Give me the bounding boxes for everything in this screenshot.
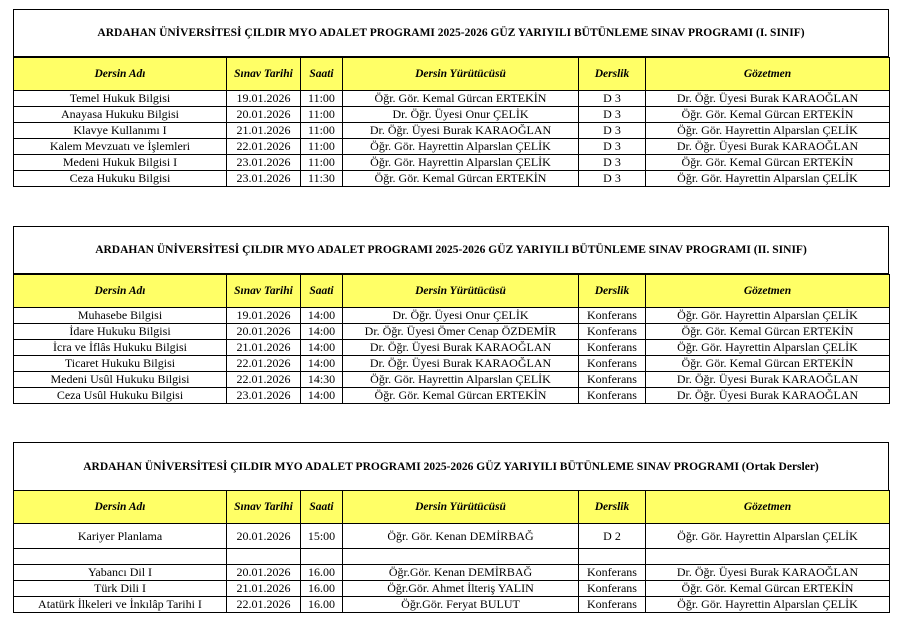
table-cell: Öğr. Gör. Kemal Gürcan ERTEKİN (646, 107, 890, 123)
table-cell: Öğr.Gör. Kenan DEMİRBAĞ (343, 565, 579, 581)
table-cell: 11:00 (301, 139, 343, 155)
table-cell: 14:00 (301, 324, 343, 340)
table-cell: Konferans (579, 581, 646, 597)
table-cell: 23.01.2026 (227, 171, 301, 187)
table-header-row (14, 58, 890, 91)
column-header: Sınav Tarihi (227, 275, 301, 308)
table-cell: 23.01.2026 (227, 388, 301, 404)
table-cell: Ceza Hukuku Bilgisi (14, 171, 227, 187)
table-cell: 20.01.2026 (227, 324, 301, 340)
section-title: ARDAHAN ÜNİVERSİTESİ ÇILDIR MYO ADALET PROGRAMI 2025-2026 GÜZ YARIYILI BÜTÜNLEME SINAV PROGRAMI (I. SINIF) (13, 9, 889, 57)
schedule-table (13, 57, 890, 187)
table-cell: 22.01.2026 (227, 356, 301, 372)
table-cell: Yabancı Dil I (14, 565, 227, 581)
table-cell: 21.01.2026 (227, 581, 301, 597)
table-cell: Öğr. Gör. Hayrettin Alparslan ÇELİK (646, 308, 890, 324)
table-cell: Klavye Kullanımı I (14, 123, 227, 139)
column-header: Saati (301, 275, 343, 308)
table-row (14, 171, 890, 187)
table-cell: 21.01.2026 (227, 340, 301, 356)
table-cell: 11:00 (301, 107, 343, 123)
table-cell: Ceza Usûl Hukuku Bilgisi (14, 388, 227, 404)
table-cell: Öğr. Gör. Kemal Gürcan ERTEKİN (343, 171, 579, 187)
column-header: Saati (301, 491, 343, 524)
table-cell: 11:00 (301, 155, 343, 171)
table-cell: İcra ve İflâs Hukuku Bilgisi (14, 340, 227, 356)
table-cell: 22.01.2026 (227, 139, 301, 155)
section-title: ARDAHAN ÜNİVERSİTESİ ÇILDIR MYO ADALET PROGRAMI 2025-2026 GÜZ YARIYILI BÜTÜNLEME SINAV PROGRAMI (II. SINIF) (13, 226, 889, 274)
table-cell: 20.01.2026 (227, 565, 301, 581)
table-cell: Öğr. Gör. Hayrettin Alparslan ÇELİK (646, 524, 890, 549)
table-cell: 14:00 (301, 340, 343, 356)
table-cell: Öğr. Gör. Kemal Gürcan ERTEKİN (343, 91, 579, 107)
table-cell: Öğr. Gör. Hayrettin Alparslan ÇELİK (343, 372, 579, 388)
table-header-row (14, 275, 890, 308)
table-cell: 20.01.2026 (227, 524, 301, 549)
table-cell: Öğr. Gör. Kemal Gürcan ERTEKİN (646, 356, 890, 372)
table-cell: Öğr. Gör. Kenan DEMİRBAĞ (343, 524, 579, 549)
table-body (14, 491, 890, 613)
table-cell: Dr. Öğr. Üyesi Ömer Cenap ÖZDEMİR (343, 324, 579, 340)
table-row (14, 308, 890, 324)
table-body (14, 58, 890, 187)
table-cell: Dr. Öğr. Üyesi Burak KARAOĞLAN (646, 372, 890, 388)
table-cell: İdare Hukuku Bilgisi (14, 324, 227, 340)
table-cell: Dr. Öğr. Üyesi Burak KARAOĞLAN (646, 139, 890, 155)
table-cell (579, 549, 646, 565)
table-cell (646, 549, 890, 565)
table-cell (14, 549, 227, 565)
table-cell: 23.01.2026 (227, 155, 301, 171)
table-cell: D 3 (579, 171, 646, 187)
table-row (14, 340, 890, 356)
table-cell: D 3 (579, 139, 646, 155)
table-row (14, 139, 890, 155)
table-cell: 22.01.2026 (227, 372, 301, 388)
column-header: Derslik (579, 275, 646, 308)
table-cell: D 3 (579, 107, 646, 123)
table-cell: Öğr. Gör. Hayrettin Alparslan ÇELİK (646, 123, 890, 139)
table-row (14, 155, 890, 171)
table-cell: Öğr. Gör. Kemal Gürcan ERTEKİN (646, 581, 890, 597)
table-cell (301, 549, 343, 565)
table-cell: Dr. Öğr. Üyesi Burak KARAOĞLAN (646, 565, 890, 581)
table-row (14, 524, 890, 549)
table-cell: Öğr. Gör. Hayrettin Alparslan ÇELİK (343, 139, 579, 155)
table-cell: Dr. Öğr. Üyesi Burak KARAOĞLAN (646, 388, 890, 404)
table-row (14, 388, 890, 404)
column-header: Sınav Tarihi (227, 491, 301, 524)
table-cell: Konferans (579, 372, 646, 388)
table-cell: 16.00 (301, 581, 343, 597)
column-header: Gözetmen (646, 275, 890, 308)
table-cell: Öğr. Gör. Hayrettin Alparslan ÇELİK (646, 597, 890, 613)
column-header: Dersin Adı (14, 491, 227, 524)
table-row (14, 324, 890, 340)
table-cell (343, 549, 579, 565)
column-header: Dersin Yürütücüsü (343, 275, 579, 308)
table-cell: Öğr. Gör. Kemal Gürcan ERTEKİN (646, 155, 890, 171)
table-cell: 14:00 (301, 356, 343, 372)
section-title: ARDAHAN ÜNİVERSİTESİ ÇILDIR MYO ADALET PROGRAMI 2025-2026 GÜZ YARIYILI BÜTÜNLEME SINAV PROGRAMI (Ortak Dersler) (13, 442, 889, 492)
table-cell: Kalem Mevzuatı ve İşlemleri (14, 139, 227, 155)
table-cell: 11:00 (301, 123, 343, 139)
table-row-empty (14, 549, 890, 565)
table-cell: Medeni Hukuk Bilgisi I (14, 155, 227, 171)
table-cell: 20.01.2026 (227, 107, 301, 123)
table-cell: Ticaret Hukuku Bilgisi (14, 356, 227, 372)
table-cell: Temel Hukuk Bilgisi (14, 91, 227, 107)
table-cell: Dr. Öğr. Üyesi Onur ÇELİK (343, 308, 579, 324)
table-cell: Konferans (579, 388, 646, 404)
table-cell: Konferans (579, 597, 646, 613)
column-header: Derslik (579, 58, 646, 91)
table-cell: 19.01.2026 (227, 308, 301, 324)
column-header: Gözetmen (646, 491, 890, 524)
table-cell: Dr. Öğr. Üyesi Burak KARAOĞLAN (343, 123, 579, 139)
table-body (14, 275, 890, 404)
table-cell: Öğr. Gör. Hayrettin Alparslan ÇELİK (646, 171, 890, 187)
table-cell: Konferans (579, 340, 646, 356)
table-row (14, 356, 890, 372)
table-cell: Dr. Öğr. Üyesi Burak KARAOĞLAN (343, 340, 579, 356)
table-cell: Atatürk İlkeleri ve İnkılâp Tarihi I (14, 597, 227, 613)
table-cell: 21.01.2026 (227, 123, 301, 139)
table-row (14, 91, 890, 107)
table-cell: 19.01.2026 (227, 91, 301, 107)
column-header: Dersin Adı (14, 275, 227, 308)
table-cell: Öğr.Gör. Feryat BULUT (343, 597, 579, 613)
table-cell: 15:00 (301, 524, 343, 549)
table-cell: Dr. Öğr. Üyesi Onur ÇELİK (343, 107, 579, 123)
table-cell: D 2 (579, 524, 646, 549)
table-cell: 11:00 (301, 91, 343, 107)
table-cell: Medeni Usûl Hukuku Bilgisi (14, 372, 227, 388)
column-header: Dersin Adı (14, 58, 227, 91)
column-header: Derslik (579, 491, 646, 524)
table-cell: 14:00 (301, 308, 343, 324)
table-cell: Dr. Öğr. Üyesi Burak KARAOĞLAN (343, 356, 579, 372)
table-row (14, 565, 890, 581)
table-cell: Konferans (579, 308, 646, 324)
table-cell: Öğr. Gör. Hayrettin Alparslan ÇELİK (343, 155, 579, 171)
table-cell: 16.00 (301, 565, 343, 581)
table-cell: Öğr. Gör. Hayrettin Alparslan ÇELİK (646, 340, 890, 356)
schedule-table (13, 490, 890, 613)
table-cell: 14:30 (301, 372, 343, 388)
table-cell: D 3 (579, 91, 646, 107)
schedule-table (13, 274, 890, 404)
table-cell: Türk Dili I (14, 581, 227, 597)
table-row (14, 581, 890, 597)
table-cell: Anayasa Hukuku Bilgisi (14, 107, 227, 123)
table-row (14, 123, 890, 139)
column-header: Dersin Yürütücüsü (343, 491, 579, 524)
table-cell: Öğr.Gör. Ahmet İlteriş YALIN (343, 581, 579, 597)
table-row (14, 597, 890, 613)
column-header: Dersin Yürütücüsü (343, 58, 579, 91)
table-cell: D 3 (579, 123, 646, 139)
table-header-row (14, 491, 890, 524)
table-cell: Konferans (579, 324, 646, 340)
table-cell: 22.01.2026 (227, 597, 301, 613)
column-header: Saati (301, 58, 343, 91)
table-cell: Kariyer Planlama (14, 524, 227, 549)
table-cell: 11:30 (301, 171, 343, 187)
table-cell: Dr. Öğr. Üyesi Burak KARAOĞLAN (646, 91, 890, 107)
table-cell: 14:00 (301, 388, 343, 404)
table-cell: Öğr. Gör. Kemal Gürcan ERTEKİN (343, 388, 579, 404)
table-row (14, 107, 890, 123)
table-cell: Muhasebe Bilgisi (14, 308, 227, 324)
column-header: Gözetmen (646, 58, 890, 91)
column-header: Sınav Tarihi (227, 58, 301, 91)
table-cell: Konferans (579, 565, 646, 581)
table-cell: 16.00 (301, 597, 343, 613)
table-cell: D 3 (579, 155, 646, 171)
table-cell (227, 549, 301, 565)
table-cell: Konferans (579, 356, 646, 372)
table-row (14, 372, 890, 388)
table-cell: Öğr. Gör. Kemal Gürcan ERTEKİN (646, 324, 890, 340)
